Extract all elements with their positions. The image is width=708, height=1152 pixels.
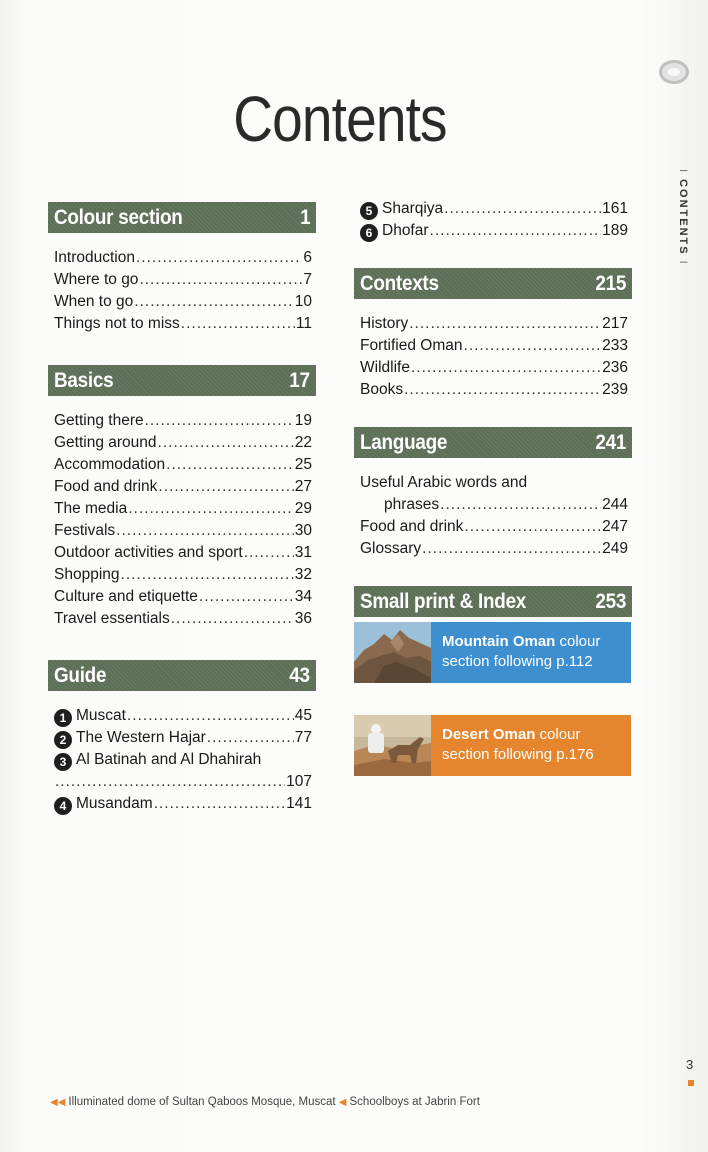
entry-label: Shopping	[54, 566, 120, 583]
section-entries	[354, 458, 632, 560]
entry-page: 6	[303, 249, 312, 266]
section-entries	[48, 396, 316, 630]
toc-entry[interactable]	[54, 291, 312, 313]
entry-label: Introduction	[54, 249, 135, 266]
leader-dots	[116, 520, 294, 542]
toc-entry[interactable]	[360, 472, 628, 494]
toc-entry[interactable]	[54, 793, 312, 815]
entry-page: 34	[294, 588, 312, 605]
chapter-number-icon: 6	[360, 224, 378, 242]
entry-label: Things not to miss	[54, 315, 180, 332]
section-entries	[48, 233, 316, 335]
entry-page: 36	[294, 610, 312, 627]
entry-page: 161	[602, 200, 628, 217]
entry-label: Travel essentials	[54, 610, 170, 627]
leader-dots	[134, 291, 293, 313]
chapter-number-icon: 5	[360, 202, 378, 220]
toc-entry[interactable]	[54, 564, 312, 586]
leader-dots	[145, 410, 294, 432]
guide-continued-entries	[354, 198, 632, 242]
entry-label: History	[360, 315, 409, 332]
entry-page: 141	[286, 795, 312, 812]
section-page: 1	[299, 205, 310, 229]
double-left-arrow-icon: ◀◀	[50, 1097, 66, 1108]
entry-page: 45	[294, 707, 312, 724]
entry-label: Sharqiya	[382, 200, 444, 217]
toc-entry[interactable]	[54, 269, 312, 291]
leader-dots	[207, 727, 294, 749]
chapter-number-icon: 3	[54, 753, 72, 771]
promo-title-suffix: colour	[535, 726, 581, 743]
leader-dots	[409, 313, 601, 335]
leader-dots	[158, 432, 294, 454]
toc-entry[interactable]	[54, 313, 312, 335]
toc-entry[interactable]	[54, 410, 312, 432]
entry-label: Useful Arabic words and	[360, 474, 528, 491]
entry-page: 19	[294, 412, 312, 429]
promo-subtitle: section following p.112	[442, 653, 593, 670]
page-marker-square	[688, 1080, 694, 1086]
section-page: 215	[595, 271, 626, 295]
entry-page: 31	[294, 544, 312, 561]
promo-title-suffix: colour	[555, 633, 601, 650]
left-arrow-icon: ◀	[338, 1097, 347, 1108]
promo-mountain-oman[interactable]	[354, 622, 631, 683]
toc-entry[interactable]	[54, 432, 312, 454]
entry-page: 7	[303, 271, 312, 288]
section-entries	[48, 691, 316, 815]
entry-page: 249	[602, 540, 628, 557]
entry-page: 233	[602, 337, 628, 354]
section-page: 241	[595, 430, 626, 454]
side-tab-label: I CONTENTS I	[677, 164, 689, 271]
entry-page: 22	[294, 434, 312, 451]
toc-entry[interactable]	[360, 335, 628, 357]
entry-label: Glossary	[360, 540, 422, 557]
toc-entry[interactable]	[54, 247, 312, 269]
entry-label: Food and drink	[360, 518, 464, 535]
toc-entry[interactable]	[360, 379, 628, 401]
leader-dots	[404, 379, 601, 401]
ring-binder-icon	[659, 60, 689, 84]
section-header-guide[interactable]	[48, 660, 316, 691]
leader-dots	[166, 454, 294, 476]
page-number: 3	[686, 1057, 694, 1072]
leader-dots	[136, 247, 302, 269]
toc-entry[interactable]	[54, 476, 312, 498]
entry-label: Musandam	[76, 795, 153, 812]
promo-desert-oman[interactable]	[354, 715, 631, 776]
entry-page: 30	[294, 522, 312, 539]
section-title: Contexts	[360, 271, 439, 295]
caption-part-1: Illuminated dome of Sultan Qaboos Mosque, Muscat	[68, 1096, 336, 1108]
entry-page: 77	[294, 729, 312, 746]
entry-label: Festivals	[54, 522, 116, 539]
promo-title: Mountain Oman	[442, 633, 556, 650]
toc-entry[interactable]	[54, 542, 312, 564]
leader-dots	[464, 516, 601, 538]
entry-label: Muscat	[76, 707, 126, 724]
entry-page: 236	[602, 359, 628, 376]
entry-label: The media	[54, 500, 128, 517]
section-header-language[interactable]	[354, 427, 632, 458]
page-title: Contents	[233, 83, 447, 155]
section-title: Guide	[54, 663, 107, 687]
leader-dots	[121, 564, 294, 586]
leader-dots	[127, 705, 294, 727]
toc-entry[interactable]	[54, 498, 312, 520]
entry-label: Al Batinah and Al Dhahirah	[76, 751, 262, 768]
entry-label: Outdoor activities and sport	[54, 544, 243, 561]
chapter-number-icon: 1	[54, 709, 72, 727]
side-tab	[655, 60, 691, 256]
leader-dots	[244, 542, 294, 564]
entry-label: Food and drink	[54, 478, 158, 495]
leader-dots	[464, 335, 602, 357]
entry-page: 11	[295, 315, 312, 332]
leader-dots	[199, 586, 294, 608]
toc-entry-continuation[interactable]	[54, 771, 312, 793]
photo-caption	[50, 1096, 480, 1108]
entry-page: 247	[602, 518, 628, 535]
entry-page: 239	[602, 381, 628, 398]
leader-dots	[430, 220, 602, 242]
entry-label: phrases	[384, 496, 440, 513]
entry-page: 244	[602, 496, 628, 513]
leader-dots	[154, 793, 285, 815]
leader-dots	[128, 498, 294, 520]
caption-part-2: Schoolboys at Jabrin Fort	[349, 1096, 480, 1108]
section-page: 43	[289, 663, 310, 687]
entry-label: Wildlife	[360, 359, 410, 376]
toc-entry[interactable]	[54, 454, 312, 476]
promo-title: Desert Oman	[442, 726, 536, 743]
section-header-colour[interactable]	[48, 202, 316, 233]
section-entries	[354, 299, 632, 401]
toc-entry[interactable]	[54, 749, 312, 771]
entry-page: 25	[294, 456, 312, 473]
entry-page: 217	[602, 315, 628, 332]
leader-dots	[158, 476, 293, 498]
entry-page: 32	[294, 566, 312, 583]
toc-entry[interactable]	[360, 538, 628, 560]
toc-entry[interactable]	[360, 494, 628, 516]
entry-label: The Western Hajar	[76, 729, 206, 746]
toc-entry[interactable]	[54, 520, 312, 542]
section-title: Basics	[54, 368, 114, 392]
toc-entry[interactable]	[360, 516, 628, 538]
leader-dots	[171, 608, 294, 630]
leader-dots	[422, 538, 601, 560]
leader-dots	[55, 771, 285, 793]
promo-subtitle: section following p.176	[442, 746, 594, 763]
toc-entry[interactable]	[360, 198, 628, 220]
toc-entry[interactable]	[54, 608, 312, 630]
section-page: 17	[289, 368, 310, 392]
entry-label: Dhofar	[382, 222, 429, 239]
entry-label: Getting around	[54, 434, 157, 451]
toc-entry[interactable]	[54, 727, 312, 749]
section-title: Small print & Index	[360, 589, 527, 613]
toc-entry[interactable]	[360, 220, 628, 242]
toc-entry[interactable]	[54, 586, 312, 608]
entry-label: Fortified Oman	[360, 337, 463, 354]
entry-page: 189	[602, 222, 628, 239]
leader-dots	[411, 357, 601, 379]
chapter-number-icon: 4	[54, 797, 72, 815]
section-page: 253	[595, 589, 626, 613]
entry-label: Culture and etiquette	[54, 588, 198, 605]
toc-right-column	[354, 198, 632, 617]
entry-page: 29	[294, 500, 312, 517]
entry-label: Where to go	[54, 271, 139, 288]
toc-entry[interactable]	[360, 313, 628, 335]
leader-dots	[181, 313, 295, 335]
section-header-basics[interactable]	[48, 365, 316, 396]
toc-left-column	[48, 202, 316, 815]
entry-page: 10	[294, 293, 312, 310]
leader-dots	[139, 269, 302, 291]
chapter-number-icon: 2	[54, 731, 72, 749]
entry-page: 27	[294, 478, 312, 495]
entry-page: 107	[286, 773, 312, 790]
leader-dots	[440, 494, 601, 516]
leader-dots	[444, 198, 601, 220]
toc-entry[interactable]	[54, 705, 312, 727]
section-header-small-print[interactable]	[354, 586, 632, 617]
entry-label: Books	[360, 381, 404, 398]
mountain-photo	[354, 622, 431, 683]
section-header-contexts[interactable]	[354, 268, 632, 299]
section-title: Language	[360, 430, 448, 454]
entry-label: Accommodation	[54, 456, 166, 473]
section-title: Colour section	[54, 205, 183, 229]
toc-entry[interactable]	[360, 357, 628, 379]
entry-label: Getting there	[54, 412, 144, 429]
entry-label: When to go	[54, 293, 134, 310]
desert-photo	[354, 715, 431, 776]
